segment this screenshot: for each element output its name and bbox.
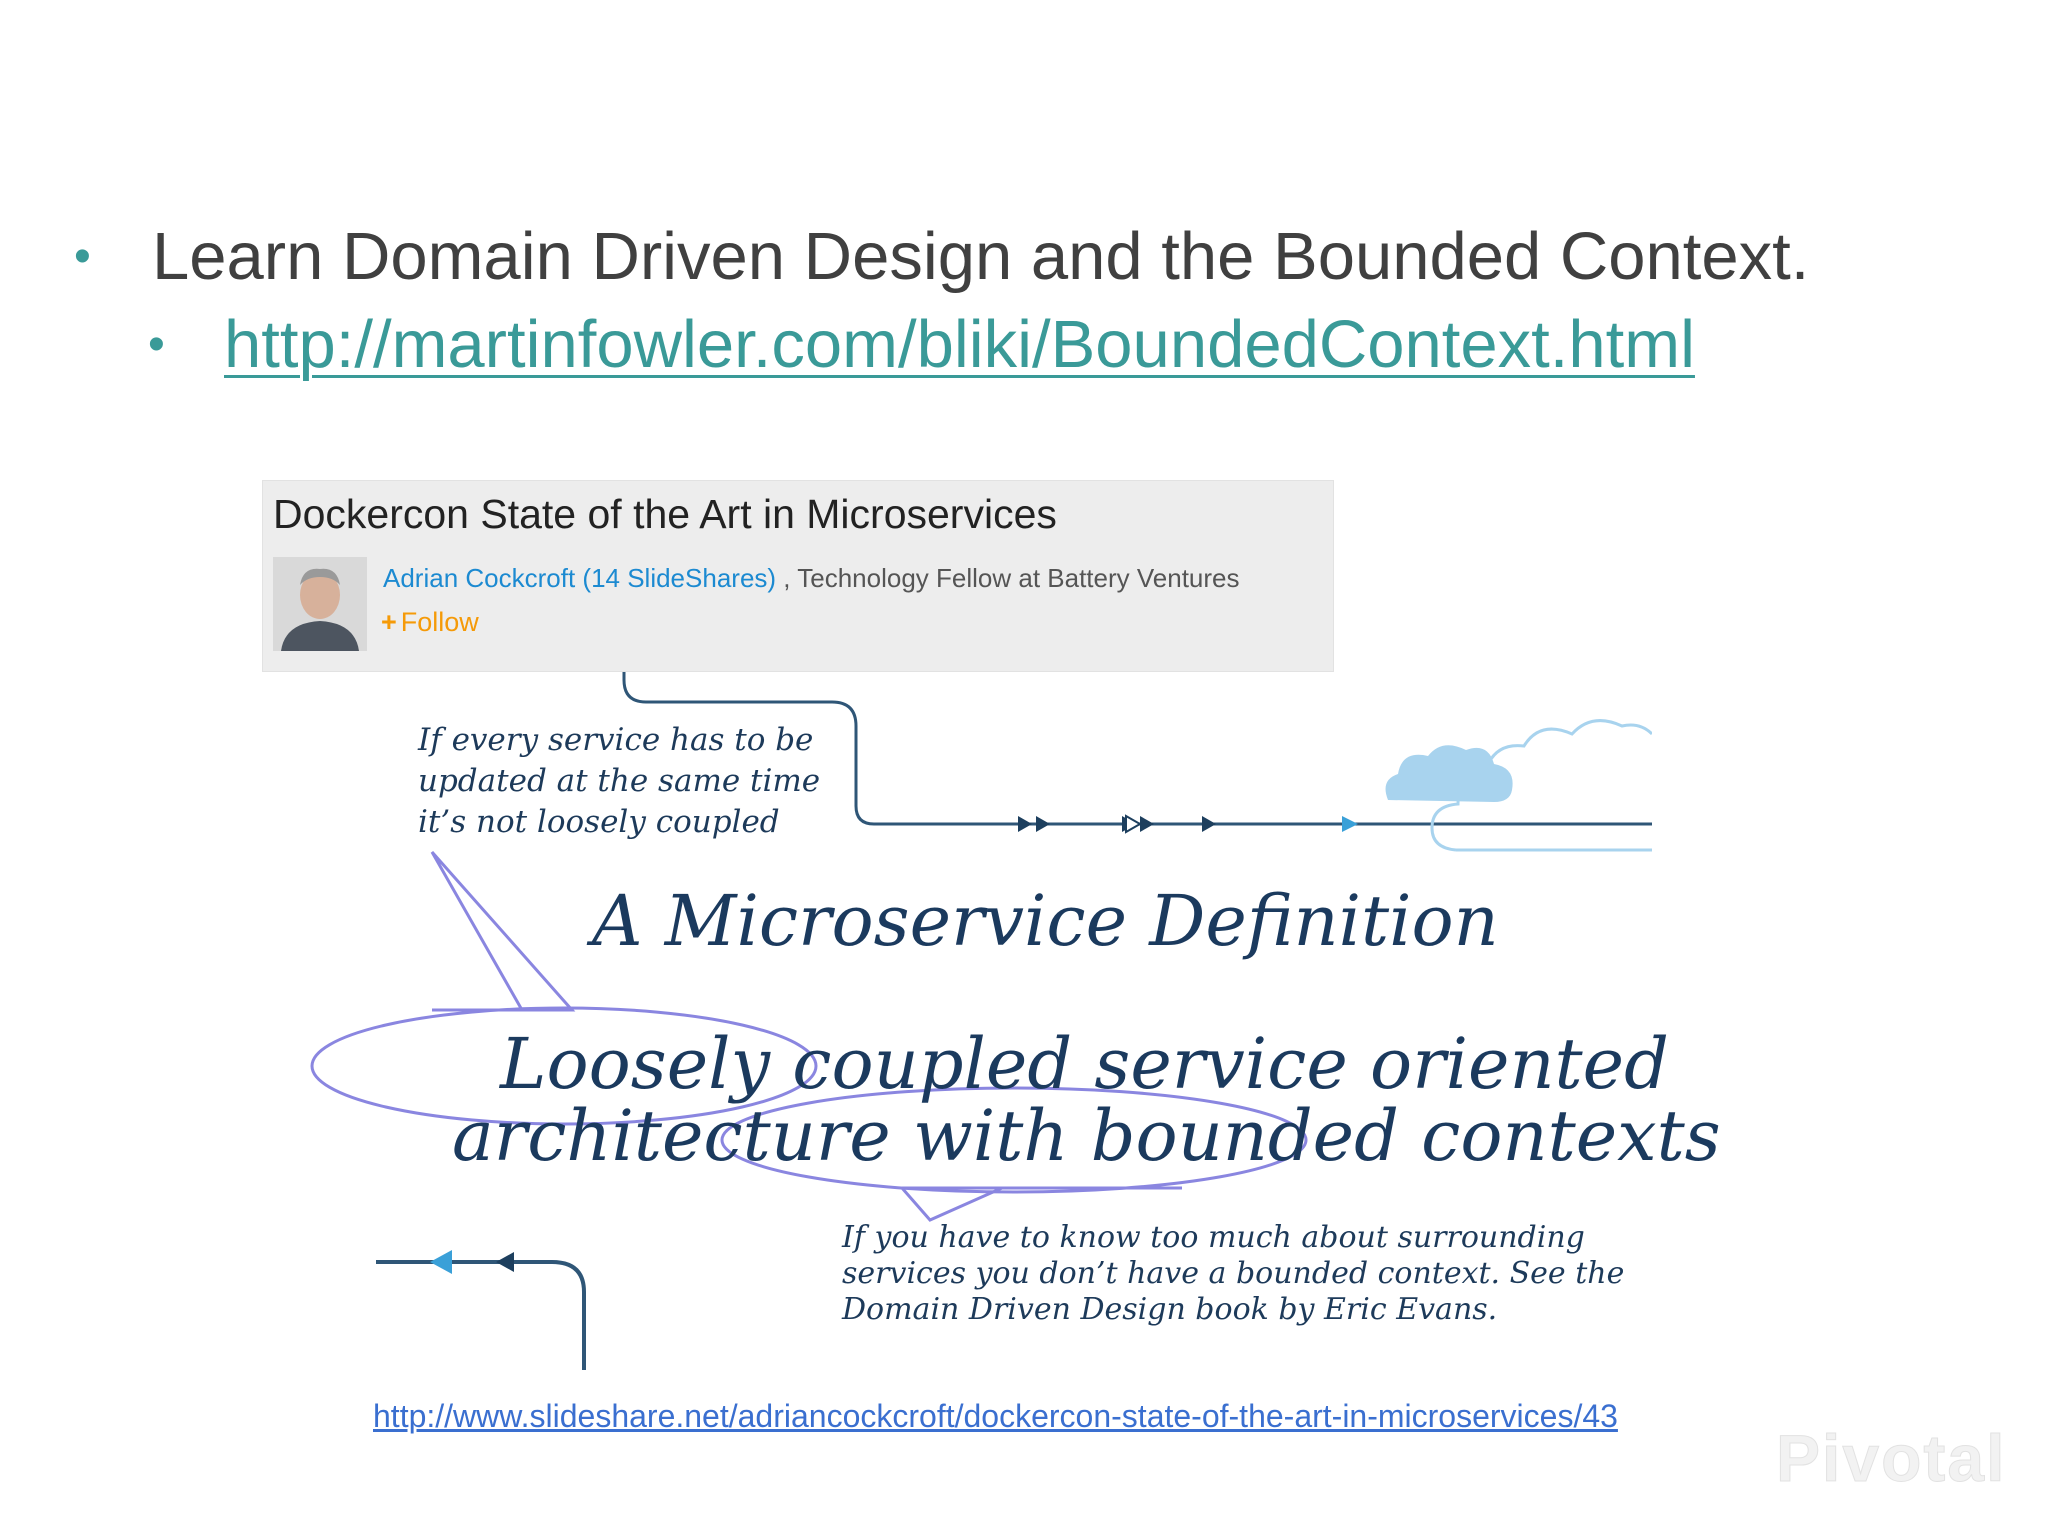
- definition-body: [452, 1023, 1721, 1177]
- embedded-screenshot: [262, 480, 1721, 1430]
- plus-icon: +: [381, 607, 397, 637]
- slideshare-source-link[interactable]: http://www.slideshare.net/adriancockcroft/dockercon-state-of-the-art-in-microservices/43: [373, 1398, 1618, 1434]
- main-bullet: [74, 218, 1809, 295]
- callout-pointer: [432, 852, 572, 1010]
- sub-bullet: [148, 306, 1695, 383]
- note-line: it’s not loosely coupled: [418, 804, 780, 840]
- author-role: , Technology Fellow at Battery Ventures: [776, 563, 1240, 593]
- definition-title: A Microservice Definition: [592, 880, 1499, 962]
- main-bullet-text: Learn Domain Driven Design and the Bounded Context.: [152, 219, 1810, 294]
- definition-line: Loosely coupled service oriented: [500, 1023, 1669, 1105]
- author-line: [383, 563, 1240, 594]
- slideshare-header: [262, 480, 1334, 672]
- presentation-title: Dockercon State of the Art in Microservices: [273, 491, 1057, 537]
- bounded-context-link[interactable]: http://martinfowler.com/bliki/BoundedContext.html: [224, 307, 1695, 382]
- coupling-note: [418, 720, 820, 843]
- follow-button[interactable]: [381, 607, 479, 638]
- bounded-context-note: [842, 1220, 1624, 1328]
- note-line: updated at the same time: [418, 763, 821, 799]
- arrowhead-icon: [430, 1250, 452, 1274]
- note-line: services you don’t have a bounded context. See the: [842, 1256, 1625, 1291]
- pivotal-watermark: Pivotal: [1776, 1421, 2007, 1495]
- bullet-dot-icon: •: [148, 317, 165, 371]
- arrowhead-icon: [1126, 816, 1140, 832]
- note-line: Domain Driven Design book by Eric Evans.: [842, 1292, 1498, 1327]
- cloud-icon: [1432, 721, 1652, 850]
- definition-line: architecture with bounded contexts: [452, 1095, 1721, 1177]
- follow-label: Follow: [400, 607, 479, 637]
- author-photo[interactable]: [273, 557, 367, 651]
- note-line: If you have to know too much about surrounding: [842, 1220, 1585, 1255]
- note-line: If every service has to be: [418, 722, 814, 758]
- connector-line: [376, 1262, 584, 1370]
- arrowhead-icon: [496, 1252, 514, 1272]
- arrowhead-icon: [1342, 816, 1358, 832]
- avatar-icon: [273, 557, 367, 651]
- bullet-dot-icon: •: [74, 229, 91, 283]
- author-link[interactable]: Adrian Cockcroft (14 SlideShares): [383, 563, 777, 593]
